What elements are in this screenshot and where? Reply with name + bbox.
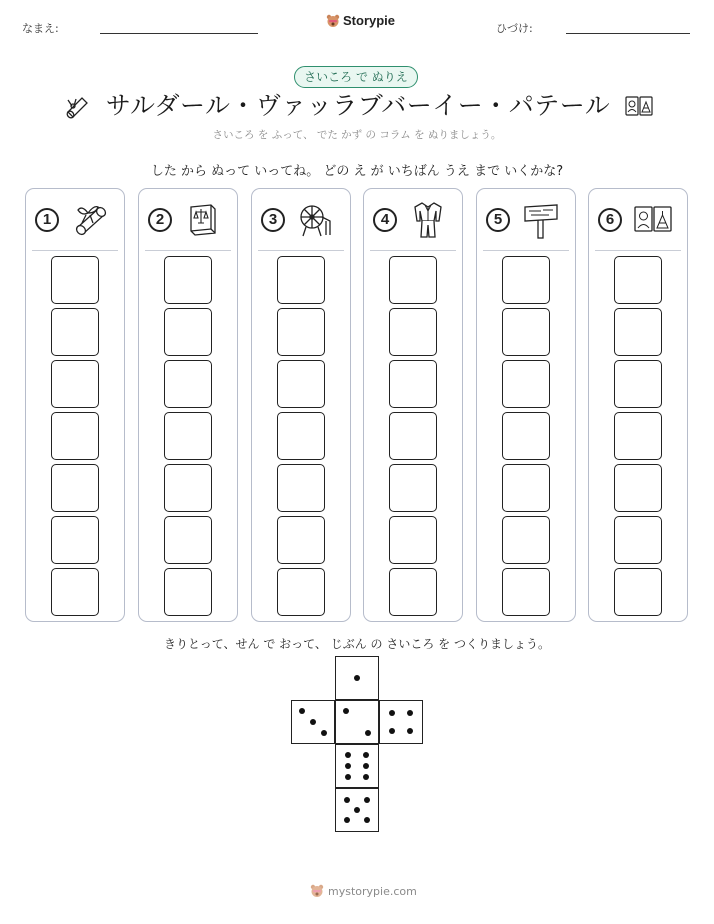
dice-pip bbox=[407, 710, 413, 716]
footer-url[interactable]: mystorypie.com bbox=[328, 884, 417, 898]
color-square[interactable] bbox=[51, 568, 99, 616]
column-divider bbox=[370, 250, 456, 251]
activity-pill: さいころ で ぬりえ bbox=[294, 66, 418, 88]
color-square[interactable] bbox=[51, 256, 99, 304]
signpost-icon bbox=[521, 199, 561, 239]
color-square[interactable] bbox=[614, 412, 662, 460]
dice-pip bbox=[345, 752, 351, 758]
dice-face-6 bbox=[335, 744, 379, 788]
dice-pip bbox=[365, 730, 371, 736]
dice-pip bbox=[345, 763, 351, 769]
page-title: サルダール・ヴァッラブバーイー・パテール bbox=[105, 91, 611, 120]
dice-column-5 bbox=[476, 188, 576, 622]
dice-pip bbox=[364, 817, 370, 823]
color-square[interactable] bbox=[164, 464, 212, 512]
color-square[interactable] bbox=[164, 412, 212, 460]
column-number-badge: 5 bbox=[486, 208, 510, 232]
color-square[interactable] bbox=[164, 308, 212, 356]
dice-pip bbox=[344, 797, 350, 803]
color-square[interactable] bbox=[389, 360, 437, 408]
column-header bbox=[589, 189, 687, 251]
dice-face-5 bbox=[335, 788, 379, 832]
color-square[interactable] bbox=[51, 412, 99, 460]
dice-pip bbox=[343, 708, 349, 714]
law-book-icon bbox=[183, 199, 223, 239]
column-divider bbox=[32, 250, 118, 251]
date-line bbox=[566, 33, 690, 34]
color-square[interactable] bbox=[614, 360, 662, 408]
color-square[interactable] bbox=[614, 568, 662, 616]
color-square[interactable] bbox=[502, 568, 550, 616]
color-square[interactable] bbox=[502, 516, 550, 564]
column-number-badge: 2 bbox=[148, 208, 172, 232]
brand-name: Storypie bbox=[343, 13, 396, 28]
color-square[interactable] bbox=[164, 568, 212, 616]
suit-icon bbox=[408, 199, 448, 239]
instruction: した から ぬって いってね。 どの え が いちばん うえ まで いくかな? bbox=[150, 164, 564, 179]
dice-pip bbox=[389, 728, 395, 734]
dice-pip bbox=[407, 728, 413, 734]
column-header bbox=[477, 189, 575, 251]
dice-face-4 bbox=[379, 700, 423, 744]
bear-logo-icon bbox=[326, 14, 340, 28]
color-square[interactable] bbox=[277, 516, 325, 564]
dice-column-6 bbox=[588, 188, 688, 622]
color-square[interactable] bbox=[389, 568, 437, 616]
brand-logo bbox=[326, 13, 395, 28]
dice-face-1 bbox=[335, 656, 379, 700]
dice-pip bbox=[345, 774, 351, 780]
postage-stamps-icon bbox=[633, 199, 673, 239]
color-square[interactable] bbox=[51, 464, 99, 512]
column-number-badge: 6 bbox=[598, 208, 622, 232]
dice-pip bbox=[299, 708, 305, 714]
dice-pip bbox=[363, 774, 369, 780]
date-label: ひづけ: bbox=[496, 22, 533, 35]
dice-face-2 bbox=[335, 700, 379, 744]
column-divider bbox=[483, 250, 569, 251]
dice-pip bbox=[310, 719, 316, 725]
dice-column-3 bbox=[251, 188, 351, 622]
dice-pip bbox=[363, 752, 369, 758]
column-number-badge: 3 bbox=[261, 208, 285, 232]
color-square[interactable] bbox=[277, 464, 325, 512]
spinning-wheel-icon bbox=[296, 199, 336, 239]
color-square[interactable] bbox=[614, 516, 662, 564]
column-number-badge: 4 bbox=[373, 208, 397, 232]
bear-logo-icon bbox=[310, 884, 324, 898]
dice-column-1 bbox=[25, 188, 125, 622]
diploma-scroll-icon bbox=[70, 199, 110, 239]
dice-pip bbox=[354, 675, 360, 681]
color-square[interactable] bbox=[51, 516, 99, 564]
color-square[interactable] bbox=[502, 360, 550, 408]
color-square[interactable] bbox=[277, 308, 325, 356]
color-square[interactable] bbox=[164, 360, 212, 408]
color-square[interactable] bbox=[614, 464, 662, 512]
color-square[interactable] bbox=[164, 256, 212, 304]
color-square[interactable] bbox=[614, 308, 662, 356]
color-square[interactable] bbox=[389, 464, 437, 512]
color-square[interactable] bbox=[614, 256, 662, 304]
color-square[interactable] bbox=[502, 256, 550, 304]
color-square[interactable] bbox=[277, 568, 325, 616]
column-divider bbox=[595, 250, 681, 251]
dice-pip bbox=[344, 817, 350, 823]
color-square[interactable] bbox=[51, 360, 99, 408]
column-header bbox=[26, 189, 124, 251]
color-square[interactable] bbox=[277, 412, 325, 460]
dice-pip bbox=[321, 730, 327, 736]
dice-face-3 bbox=[291, 700, 335, 744]
color-square[interactable] bbox=[389, 412, 437, 460]
dice-pip bbox=[363, 763, 369, 769]
dice-column-4 bbox=[363, 188, 463, 622]
diploma-scroll-icon bbox=[62, 92, 92, 122]
color-square[interactable] bbox=[502, 308, 550, 356]
color-square[interactable] bbox=[277, 256, 325, 304]
color-square[interactable] bbox=[389, 308, 437, 356]
color-square[interactable] bbox=[389, 516, 437, 564]
dice-column-2 bbox=[138, 188, 238, 622]
footer bbox=[310, 884, 417, 898]
name-line bbox=[100, 33, 258, 34]
column-divider bbox=[258, 250, 344, 251]
cut-instruction: きりとって、せん で おって、 じぶん の さいころ を つくりましょう。 bbox=[164, 637, 550, 651]
column-header bbox=[139, 189, 237, 251]
color-square[interactable] bbox=[502, 412, 550, 460]
color-square[interactable] bbox=[164, 516, 212, 564]
column-header bbox=[364, 189, 462, 251]
color-square[interactable] bbox=[51, 308, 99, 356]
dice-pip bbox=[389, 710, 395, 716]
subtitle: さいころ を ふって、 でた かず の コラム を ぬりましょう。 bbox=[212, 129, 502, 141]
postage-stamps-icon bbox=[624, 94, 654, 120]
color-square[interactable] bbox=[502, 464, 550, 512]
dice-pip bbox=[354, 807, 360, 813]
column-header bbox=[252, 189, 350, 251]
color-square[interactable] bbox=[389, 256, 437, 304]
name-label: なまえ: bbox=[22, 22, 59, 35]
column-divider bbox=[145, 250, 231, 251]
color-square[interactable] bbox=[277, 360, 325, 408]
dice-pip bbox=[364, 797, 370, 803]
column-number-badge: 1 bbox=[35, 208, 59, 232]
